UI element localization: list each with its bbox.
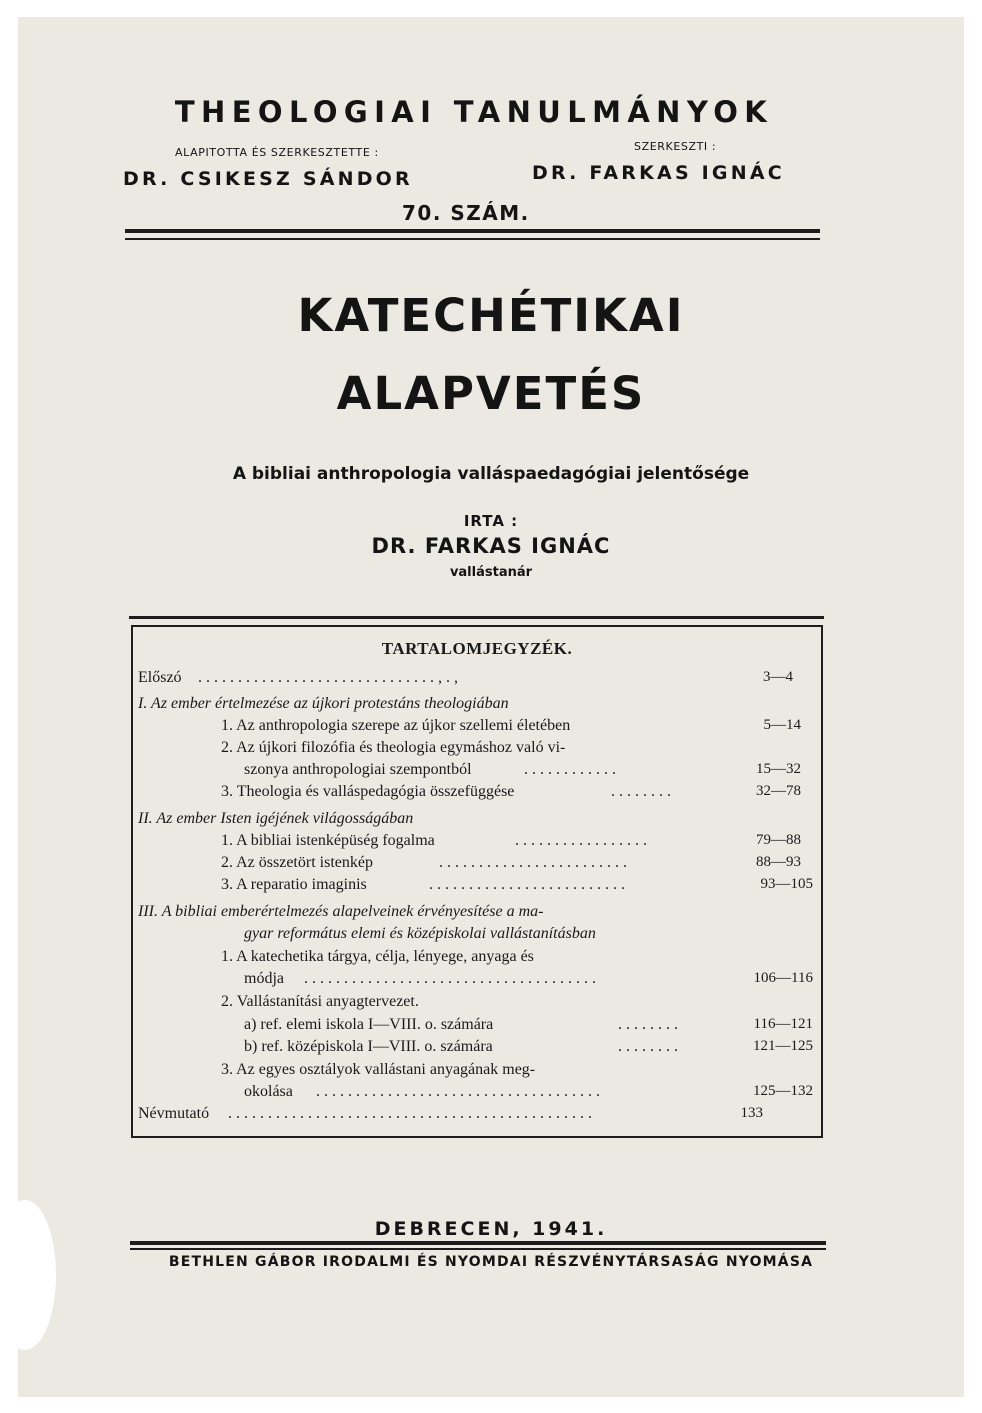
- printer-line: BETHLEN GÁBOR IRODALMI ÉS NYOMDAI RÉSZVÉNYTÁRSASÁG NYOMÁSA: [168, 1254, 814, 1270]
- place-and-year: DEBRECEN, 1941.: [374, 1218, 608, 1240]
- toc-entry-text: 1. Az anthropologia szerepe az újkor szellemi életében: [221, 717, 571, 734]
- issue-number: 70. SZÁM.: [402, 201, 530, 225]
- toc-entry: 3. Theologia és valláspedagógia összefüggése . . . . . . . .: [221, 783, 671, 800]
- toc-entry-text: módja: [244, 970, 284, 987]
- toc-entry-text: Előszó: [138, 669, 182, 686]
- toc-entry-text: 3. Theologia és valláspedagógia összefüggése: [221, 783, 515, 800]
- toc-top-rule: [129, 616, 824, 619]
- toc-entry-pages: 133: [740, 1105, 763, 1121]
- table-of-contents: [131, 625, 823, 1138]
- toc-entry-text: 2. Az összetört istenkép: [221, 854, 373, 871]
- toc-entry-text: szonya anthropologiai szempontból: [244, 761, 472, 778]
- toc-entry-text: 2. Az újkori filozófia és theologia egymáshoz való vi-: [221, 739, 566, 756]
- toc-entry-pages: 88—93: [756, 854, 801, 870]
- footer-rule-bottom: [130, 1248, 826, 1250]
- toc-entry-pages: 106—116: [753, 970, 813, 986]
- toc-entry: módja . . . . . . . . . . . . . . . . . . . . . . . . . . . . . . . . . . . . .: [244, 970, 596, 987]
- toc-section-heading: III. A bibliai emberértelmezés alapelveinek érvényesítése a ma-: [138, 903, 544, 920]
- toc-entry: 3. A reparatio imaginis . . . . . . . . . . . . . . . . . . . . . . . . .: [221, 876, 625, 893]
- toc-entry: okolása . . . . . . . . . . . . . . . . . . . . . . . . . . . . . . . . . . . .: [244, 1083, 600, 1100]
- toc-entry-text: a) ref. elemi iskola I—VIII. o. számára: [244, 1016, 494, 1033]
- toc-entry-text: b) ref. középiskola I—VIII. o. számára: [244, 1038, 493, 1055]
- toc-entry-pages: 5—14: [763, 717, 801, 733]
- toc-entry: szonya anthropologiai szempontból . . . . . . . . . . . .: [244, 761, 616, 778]
- subtitle: A bibliai anthropologia valláspaedagógiai jelentősége: [232, 464, 750, 484]
- toc-entry-text: 3. A reparatio imaginis: [221, 876, 367, 893]
- editor-caption: SZERKESZTI :: [634, 140, 717, 153]
- toc-entry: Névmutató . . . . . . . . . . . . . . . . . . . . . . . . . . . . . . . . . . . . . . . . . . . . . .: [138, 1105, 592, 1122]
- toc-entry-pages: 125—132: [753, 1083, 813, 1099]
- author-role: vallástanár: [449, 565, 533, 580]
- toc-entry: 2. Az összetört istenkép . . . . . . . . . . . . . . . . . . . . . . . .: [221, 854, 627, 871]
- series-title: THEOLOGIAI TANULMÁNYOK: [174, 95, 774, 129]
- toc-entry: Előszó . . . . . . . . . . . . . . . . . . . . . . . . . . . . . . , . ,: [138, 669, 458, 686]
- toc-section-heading: II. Az ember Isten igéjének világosságában: [138, 810, 414, 827]
- founder-caption: ALAPITOTTA ÉS SZERKESZTETTE :: [175, 146, 379, 159]
- toc-entry-pages: 93—105: [760, 876, 813, 892]
- toc-entry-pages: 32—78: [756, 783, 801, 799]
- toc-entry-text: 2. Vallástanítási anyagtervezet.: [221, 993, 419, 1010]
- toc-entry-pages: 79—88: [756, 832, 801, 848]
- toc-heading: TARTALOMJEGYZÉK.: [381, 639, 573, 658]
- toc-entry: a) ref. elemi iskola I—VIII. o. számára . . . . . . . .: [244, 1016, 678, 1033]
- toc-entry-text: okolása: [244, 1083, 293, 1100]
- toc-entry-text: 3. Az egyes osztályok vallástani anyagának meg-: [221, 1061, 536, 1078]
- header-rule-top: [125, 229, 820, 233]
- founder-name: DR. CSIKESZ SÁNDOR: [123, 168, 413, 190]
- toc-section-heading: gyar református elemi és középiskolai vallástanításban: [244, 925, 596, 942]
- toc-entry-pages: 116—121: [753, 1016, 813, 1032]
- author-label: IRTA :: [463, 512, 519, 530]
- toc-entry-text: 1. A katechetika tárgya, célja, lényege, anyaga és: [221, 948, 534, 965]
- title-page: [18, 17, 964, 1397]
- toc-entry-pages: 3—4: [763, 669, 793, 685]
- editor-name: DR. FARKAS IGNÁC: [532, 162, 785, 184]
- header-rule-bottom: [125, 238, 820, 240]
- toc-entry-pages: 121—125: [753, 1038, 813, 1054]
- author-name: DR. FARKAS IGNÁC: [371, 534, 611, 558]
- footer-rule-top: [130, 1241, 826, 1245]
- torn-corner: [0, 1200, 56, 1350]
- main-title-line-1: KATECHÉTIKAI: [297, 289, 685, 342]
- toc-entry: b) ref. középiskola I—VIII. o. számára . . . . . . . .: [244, 1038, 678, 1055]
- toc-section-heading: I. Az ember értelmezése az újkori protestáns theologiában: [138, 695, 509, 712]
- toc-entry-text: 1. A bibliai istenképüség fogalma: [221, 832, 435, 849]
- main-title-line-2: ALAPVETÉS: [336, 367, 646, 420]
- toc-entry-text: Névmutató: [138, 1105, 210, 1122]
- toc-entry: 1. A bibliai istenképüség fogalma . . . . . . . . . . . . . . . . .: [221, 832, 647, 849]
- toc-entry-pages: 15—32: [756, 761, 801, 777]
